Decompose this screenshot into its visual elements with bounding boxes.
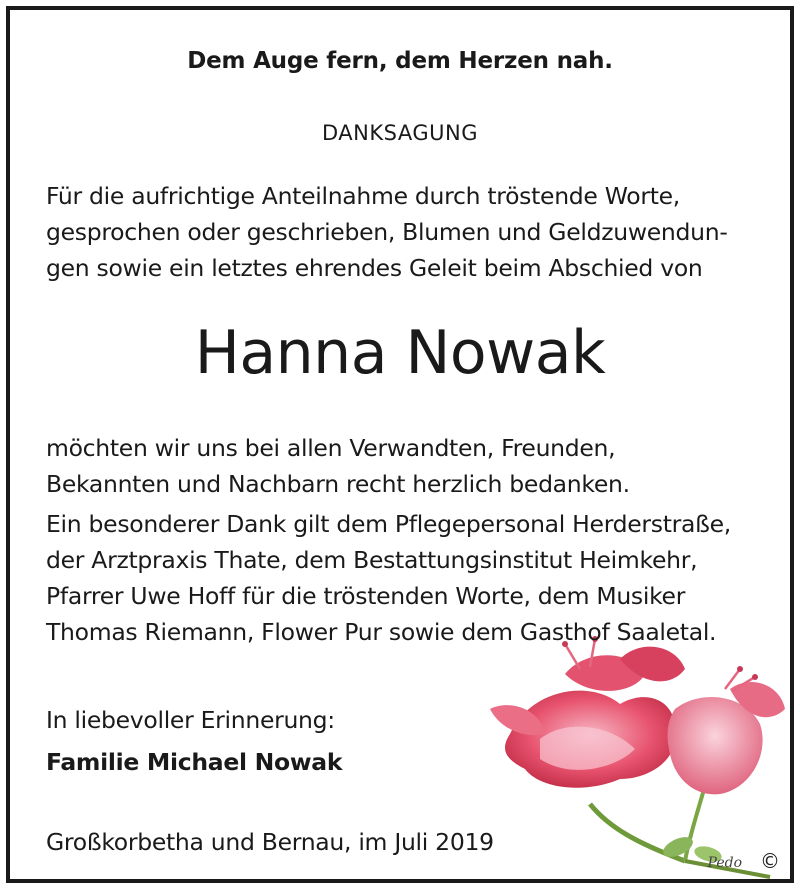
special-line: Ein besonderer Dank gilt dem Pflegepersonal Herderstraße, — [46, 510, 731, 538]
intro-paragraph — [46, 178, 786, 286]
special-line: der Arztpraxis Thate, dem Bestattungsinstitut Heimkehr, — [46, 546, 698, 574]
intro-line: Für die aufrichtige Anteilnahme durch tröstende Worte, — [46, 182, 680, 210]
deceased-name: Hanna Nowak — [194, 318, 606, 388]
thanks-line: Bekannten und Nachbarn recht herzlich bedanken. — [46, 470, 630, 498]
motto: Dem Auge fern, dem Herzen nah. — [187, 48, 613, 74]
family-name: Familie Michael Nowak — [46, 748, 343, 776]
copyright-icon: © — [760, 849, 780, 873]
artist-signature: Pedo — [707, 855, 742, 871]
thanks-line: möchten wir uns bei allen Verwandten, Freunden, — [46, 434, 616, 462]
intro-line: gesprochen oder geschrieben, Blumen und Geldzuwendun- — [46, 218, 728, 246]
flower-icon — [470, 629, 790, 879]
memory-label: In liebevoller Erinnerung: — [46, 706, 335, 734]
place-date: Großkorbetha und Bernau, im Juli 2019 — [46, 828, 494, 856]
special-line: Pfarrer Uwe Hoff für die tröstenden Worte, dem Musiker — [46, 582, 686, 610]
intro-line: gen sowie ein letztes ehrendes Geleit beim Abschied von — [46, 254, 703, 282]
special-line: Thomas Riemann, Flower Pur sowie dem Gasthof Saaletal. — [46, 618, 717, 646]
obituary-frame — [6, 6, 794, 883]
heading: DANKSAGUNG — [322, 121, 478, 145]
thanks-paragraph — [46, 430, 786, 502]
special-thanks-paragraph — [46, 506, 786, 650]
